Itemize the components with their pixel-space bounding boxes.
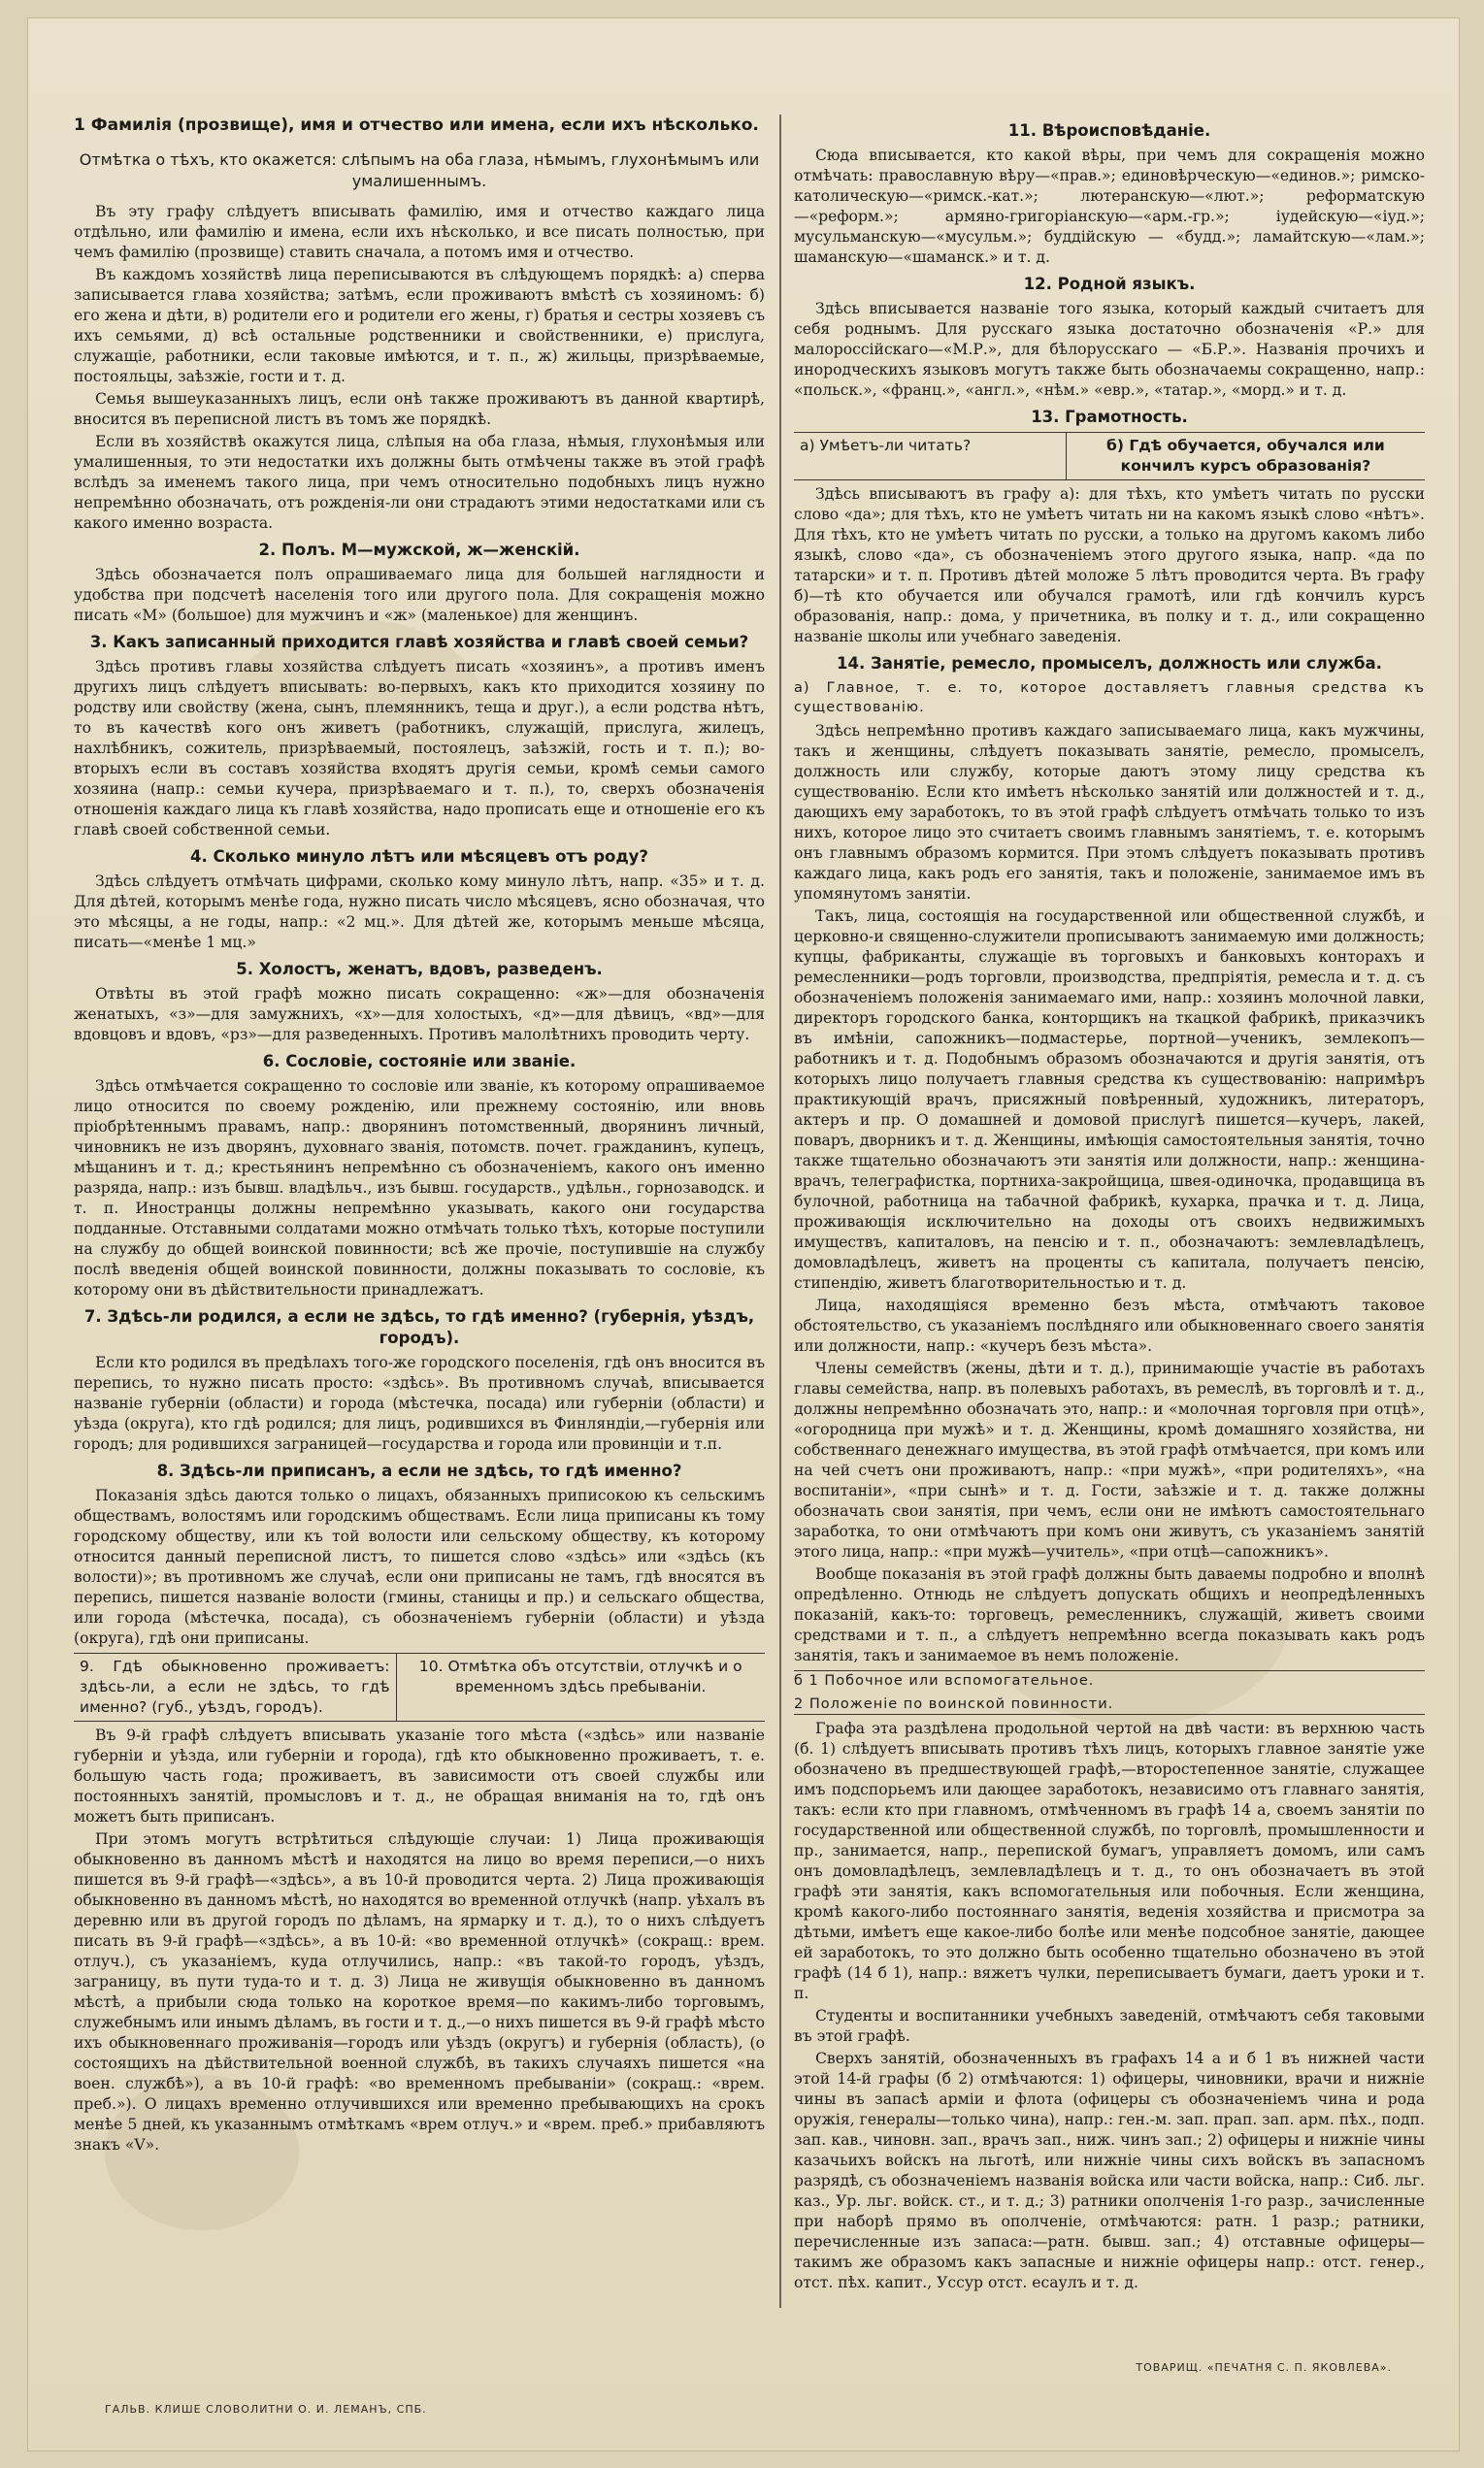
section-4	[74, 846, 765, 953]
section-5-paragraph: Отвѣты въ этой графѣ можно писать сокращенно: «ж»—для обозначенія женатыхъ, «з»—для замужнихъ, «х»—для холостыхъ, «д»—для дѣвицъ, «вд»—для вдовцовъ и вдовъ, «рз»—для разведенныхъ. Противъ малолѣтнихъ проводить черту.	[74, 985, 765, 1043]
section-12	[794, 274, 1425, 401]
section-14b-paragraph: Графа эта раздѣлена продольной чертой на двѣ части: въ верхнюю часть (б. 1) слѣдуетъ вписывать противъ тѣхъ лицъ, которыхъ главное занятіе уже обозначено въ предшествующей графѣ,—второстепенное занятіе, служащее имъ подспорьемъ или дающее заработокъ, независимо отъ главнаго занятія, такъ: если кто при главномъ, отмѣченномъ въ графѣ 14 а, своемъ занятіи по государственной или общественной службѣ, по торговлѣ, промышленности и пр., занимается, напр., перепиской бумагъ, управляетъ домомъ, или самъ онъ домовладѣлецъ, землевладѣлецъ и т. д., то онъ обозначаетъ въ этой графѣ эти занятія, какъ вспомогательныя или побочныя. Если женщина, кромѣ какого-либо постояннаго занятія, веденія хозяйства и присмотра за дѣтьми, имѣетъ еще какое-либо болѣе или менѣе подсобное занятіе, дающее ей заработокъ, то это должно быть особенно тщательно обозначено въ этой графѣ (14 б 1), напр.: вяжетъ чулки, переписываетъ бумаги, даетъ уроки и т. п.	[794, 1720, 1425, 2002]
right-column	[794, 115, 1425, 2291]
section-14b2-title: 2 Положеніе по воинской повинности.	[794, 1695, 1425, 1715]
left-column	[74, 115, 765, 2279]
section-9-paragraph: При этомъ могутъ встрѣтиться слѣдующіе случаи: 1) Лица проживающія обыкновенно въ данномъ мѣстѣ и находятся на лицо во время переписи,—о нихъ пишется въ 9-й графѣ—«здѣсь», а въ 10-й проводится черта. 2) Лица проживающія обыкновенно въ данномъ мѣстѣ, но находятся во временной отлучкѣ (напр. уѣхалъ въ деревню или въ другой городъ по дѣламъ, на ярмарку и т. д.), то о нихъ слѣдуетъ писать въ 9-й графѣ—«здѣсь», а въ 10-й: «во временной отлучкѣ» (сокращ.: врем. отлуч.), съ указаніемъ, куда отлучились, напр.: «въ такой-то городъ, уѣздъ, заграницу, въ пути туда-то и т. д. 3) Лица не живущія обыкновенно въ данномъ мѣстѣ, а прибыли сюда только на короткое время—по какимъ-либо торговымъ, служебнымъ или инымъ дѣламъ, въ гости и т. д.,—о нихъ пишется въ 9-й графѣ мѣсто ихъ обыкновеннаго проживанія—городъ или уѣздъ (округъ) и губернія (область), (о состоящихъ на дѣйствительной военной службѣ, въ такихъ случаяхъ пишется «на воен. службѣ»), а въ 10-й графѣ: «во временномъ пребываніи» (сокращ.: «врем. преб.»). О лицахъ временно отлучившихся или временно пребывающихъ на срокъ менѣе 5 дней, къ указаннымъ отмѣткамъ «врем отлуч.» и «врем. преб.» прибавляютъ знакъ «V».	[74, 1830, 765, 2154]
section-2-title: 2. Полъ. М—мужской, ж—женскій.	[258, 541, 580, 559]
section-14-title: 14. Занятіе, ремесло, промыселъ, должность или служба.	[837, 654, 1382, 673]
section-14a-subtitle: а) Главное, т. е. то, которое доставляетъ главныя средства къ существованію.	[794, 680, 1425, 715]
section-7-paragraph: Если кто родился въ предѣлахъ того-же городского поселенія, гдѣ онъ вносится въ перепись, то нужно писать просто: «здѣсь». Въ противномъ случаѣ, вписывается названіе губерніи (области) и города (мѣстечка, посада) или губерніи (области) и уѣзда (округа), кто гдѣ родился; для лицъ, родившихся въ Финляндіи,—губернія или городъ; для родившихся заграницей—государства и города или провинціи и т.п.	[74, 1354, 765, 1453]
section-10-title: 10. Отмѣтка объ отсутствіи, отлучкѣ и о временномъ здѣсь пребываніи.	[418, 1658, 742, 1695]
section-1-paragraph: Если въ хозяйствѣ окажутся лица, слѣпыя на оба глаза, нѣмыя, глухонѣмыя или умалишенныя, то эти недостатки ихъ должны быть отмѣчены также въ этой графѣ вслѣдъ за именемъ такого лица, при чемъ относительно подобныхъ лицъ нужно непремѣнно обозначать, отъ рожденія-ли они страдаютъ этими недостатками или съ какого именно возраста.	[74, 433, 765, 532]
section-1-title: 1 Фамилія (прозвище), имя и отчество или имена, если ихъ нѣсколько.	[74, 115, 759, 135]
section-14b	[794, 1670, 1425, 2293]
section-3-paragraph: Здѣсь противъ главы хозяйства слѣдуетъ писать «хозяинъ», а противъ именъ другихъ лицъ слѣдуетъ вписывать: во-первыхъ, какъ кто приходится хозяину по родству или свойству (жена, сынъ, племянникъ, теща и друг.), а если родства нѣтъ, то въ качествѣ кого онъ живетъ (работникъ, служащій, прислуга, жилецъ, нахлѣбникъ, сожитель, призрѣваемый, постоялецъ, заѣзжій, гость и т. п.); во-вторыхъ если въ составъ хозяйства входятъ другія семьи, кромѣ семьи самого хозяина (напр.: семьи кучера, призрѣваемаго и т. п.), то, сверхъ обозначенія отношенія каждаго лица къ главѣ хозяйства, надо прописать еще и отношеніе его къ главѣ своей собственной семьи.	[74, 658, 765, 839]
section-8-title: 8. Здѣсь-ли приписанъ, а если не здѣсь, то гдѣ именно?	[156, 1462, 682, 1480]
section-2-paragraph: Здѣсь обозначается полъ опрашиваемаго лица для большей наглядности и удобства при подсчетѣ населенія того или другого пола. Для сокращенія можно писать «М» (большое) для мужчинъ и «ж» (маленькое) для женщинъ.	[74, 566, 765, 624]
section-8	[74, 1461, 765, 1649]
section-1-paragraph: Въ каждомъ хозяйствѣ лица переписываются въ слѣдующемъ порядкѣ: а) сперва записывается глава хозяйства; затѣмъ, если проживаютъ вмѣстѣ съ хозяиномъ: б) его жена и дѣти, в) родители его и родители его жены, г) братья и сестры хозяевъ съ ихъ семьями, д) всѣ остальные родственники и свойственники, е) прислуга, служащіе, работники, если таковые имѣются, и т. п., ж) жильцы, призрѣваемые, постояльцы, заѣзжіе, гости и т. д.	[74, 266, 765, 385]
printer-imprint: ТОВАРИЩ. «ПЕЧАТНЯ С. П. ЯКОВЛЕВА».	[1136, 2361, 1392, 2374]
section-13b-title: б) Гдѣ обучается, обучался или кончилъ курсъ образованія?	[1106, 437, 1385, 475]
section-13a-title: а) Умѣетъ-ли читать?	[794, 433, 1067, 479]
section-9-10-header	[74, 1653, 765, 1722]
section-14b1-title: б 1 Побочное или вспомогательное.	[794, 1670, 1425, 1691]
section-14b-paragraph: Студенты и воспитанники учебныхъ заведеній, отмѣчаютъ себя таковыми въ этой графѣ.	[794, 2007, 1425, 2045]
section-8-paragraph: Показанія здѣсь даются только о лицахъ, обязанныхъ приписокою къ сельскимъ обществамъ, волостямъ или городскимъ обществамъ. Если лица приписаны къ тому городскому обществу, или къ той волости или сельскому обществу, къ которому относится данный переписной листъ, то пишется слово «здѣсь» или «здѣсь (къ волости)»; въ противномъ же случаѣ, если они приписаны не тамъ, гдѣ вносятся въ перепись, пишется названіе волости (гмины, станицы и пр.) и сельскаго общества, или города (мѣстечка, посада), съ обозначеніемъ губерніи (области) и уѣзда (округа), гдѣ они приписаны.	[74, 1487, 765, 1647]
section-3	[74, 632, 765, 840]
section-13	[794, 407, 1425, 647]
section-13-header	[794, 432, 1425, 480]
section-12-title: 12. Родной языкъ.	[1023, 275, 1196, 293]
section-2	[74, 540, 765, 626]
section-5	[74, 959, 765, 1045]
section-1-paragraph: Въ эту графу слѣдуетъ вписывать фамилію, имя и отчество каждаго лица отдѣльно, или фамилію и имена, если ихъ нѣсколько, и все писать полностью, при чемъ фамилію (прозвище) ставить сначала, а потомъ имя и отчество.	[74, 203, 765, 261]
section-4-title: 4. Сколько минуло лѣтъ или мѣсяцевъ отъ роду?	[189, 847, 649, 866]
census-instruction-sheet	[27, 17, 1460, 2452]
section-14-paragraph: Такъ, лица, состоящія на государственной или общественной службѣ, и церковно-и священно-служители прописываютъ занимаемую ими должность; купцы, фабриканты, служащіе въ торговыхъ и банковыхъ конторахъ и ремесленники—родъ торговли, производства, предпріятія, ремесла и т. д. съ обозначеніемъ положенія занимаемаго ими, напр.: хозяинъ молочной лавки, директоръ городского банка, конторщикъ на ткацкой фабрикѣ, приказчикъ въ имѣніи, сапожникъ—подмастерье, портной—ученикъ, землекопъ—работникъ и т. д. Подобнымъ образомъ обозначаются и другія занятія, отъ которыхъ лицо получаетъ главныя средства къ существованію: напримѣръ практикующій врачъ, присяжный повѣренный, художникъ, литераторъ, актеръ и пр. О домашней и домовой прислугѣ пишется—кучеръ, лакей, поваръ, дворникъ и т. д. Женщины, имѣющія самостоятельныя занятія, точно также тщательно обозначаютъ эти занятія или должности, напр.: женщина-врачъ, телеграфистка, портниха-закройщица, швея-одиночка, продавщица въ булочной, работница на табачной фабрикѣ, кухарка, прачка и т. д. Лица, проживающія исключительно на доходы отъ своихъ недвижимыхъ имуществъ, капиталовъ, на пенсію и т. п., обозначаютъ: землевладѣлецъ, домовладѣлецъ, живетъ на проценты съ капитала, получаетъ пенсію, стипендію, живетъ благотворительностью и т. д.	[794, 907, 1425, 1292]
section-5-title: 5. Холостъ, женатъ, вдовъ, разведенъ.	[236, 960, 603, 978]
section-14-paragraph: Здѣсь непремѣнно противъ каждаго записываемаго лица, какъ мужчины, такъ и женщины, слѣдуетъ показывать занятіе, ремесло, промыселъ, должность или службу, которые даютъ этому лицу средства къ существованію. Если кто имѣетъ нѣсколько занятій или должностей и т. д., дающихъ ему заработокъ, то въ этой графѣ слѣдуетъ отмѣчать только то изъ нихъ, которое лицо это считаетъ своимъ главнымъ занятіемъ, т. е. которымъ онъ главнымъ образомъ кормится. При этомъ слѣдуетъ показывать противъ каждаго лица, какъ родъ его занятія, такъ и положеніе, занимаемое имъ въ упомянутомъ занятіи.	[794, 722, 1425, 903]
typefoundry-imprint: ГАЛЬВ. КЛИШЕ СЛОВОЛИТНИ О. И. ЛЕМАНЪ, СПБ.	[105, 2403, 427, 2416]
section-11-paragraph: Сюда вписывается, кто какой вѣры, при чемъ для сокращенія можно отмѣчать: православную вѣру—«прав.»; единовѣрческую—«единов.»; римско-католическую—«римск.-кат.»; лютеранскую—«лют.»; реформатскую—«реформ.»; армяно-григоріанскую—«арм.-гр.»; іудейскую—«іуд.»; мусульманскую—«мусульм.»; буддійскую — «будд.»; ламайтскую—«лам.»; шаманскую—«шаманск.» и т. д.	[794, 147, 1425, 266]
section-1-subtitle: Отмѣтка о тѣхъ, кто окажется: слѣпымъ на оба глаза, нѣмымъ, глухонѣмымъ или умалишеннымъ.	[79, 150, 760, 190]
section-7	[74, 1306, 765, 1455]
column-divider	[779, 115, 781, 2308]
section-6	[74, 1051, 765, 1300]
section-14-paragraph: Лица, находящіяся временно безъ мѣста, отмѣчаютъ таковое обстоятельство, съ указаніемъ послѣдняго или обыкновеннаго своего занятія или должности, напр.: «кучеръ безъ мѣста».	[794, 1297, 1425, 1355]
section-4-paragraph: Здѣсь слѣдуетъ отмѣчать цифрами, сколько кому минуло лѣтъ, напр. «35» и т. д. Для дѣтей, которымъ менѣе года, нужно писать число мѣсяцевъ, ясно обозначая, что это мѣсяцы, а не годы, напр.: «2 мц.». Для дѣтей же, которымъ меньше мѣсяца, писать—«менѣе 1 мц.»	[74, 872, 765, 951]
section-13-paragraph: Здѣсь вписываютъ въ графу а): для тѣхъ, кто умѣетъ читать по русски слово «да»; для тѣхъ, кто не умѣетъ читать ни на какомъ языкѣ слово «нѣтъ». Для тѣхъ, кто не умѣетъ читать по русски, а только на другомъ какомъ либо языкѣ, слово «да», съ обозначеніемъ этого другого языка, напр. «да по татарски» и т. п. Противъ дѣтей моложе 5 лѣтъ проводится черта. Въ графу б)—тѣ кто обучается или обучался грамотѣ, или гдѣ кончилъ курсъ образованія, напр.: дома, у причетника, въ полку и т. д., или сокращенно названіе школы или учебнаго заведенія.	[794, 485, 1425, 645]
section-14-paragraph: Вообще показанія въ этой графѣ должны быть даваемы подробно и вполнѣ опредѣленно. Отнюдь не слѣдуетъ допускать общихъ и неопредѣленныхъ показаній, какъ-то: торговецъ, ремесленникъ, служащій, живетъ своими средствами и т. п., а слѣдуетъ непремѣнно всегда показывать какъ родъ занятія, такъ и занимаемое въ немъ положеніе.	[794, 1565, 1425, 1664]
section-1	[74, 115, 765, 534]
section-6-title: 6. Сословіе, состояніе или званіе.	[262, 1052, 577, 1070]
section-11	[794, 120, 1425, 268]
section-6-paragraph: Здѣсь отмѣчается сокращенно то сословіе или званіе, къ которому опрашиваемое лицо относится по своему рожденію, или прежнему состоянію, или вновь пріобрѣтеннымъ правамъ, напр.: дворянинъ потомственный, дворянинъ личный, чиновникъ не изъ дворянъ, духовнаго званія, потомств. почет. гражданинъ, купецъ, мѣщанинъ и т. д.; крестьянинъ непремѣнно съ обозначеніемъ, какого онъ именно разряда, напр.: изъ бывш. владѣльч., изъ бывш. государств., удѣльн., горнозаводск. и т. п. Иностранцы должны непремѣнно указывать, какого они государства подданные. Отставными солдатами можно отмѣчать только тѣхъ, которые поступили на службу до общей воинской повинности; всѣ же прочіе, поступившіе на службу послѣ введенія общей воинской повинности, должны показывать то сословіе, къ которому они въ дѣйствительности принадлежатъ.	[74, 1077, 765, 1299]
section-9-paragraph: Въ 9-й графѣ слѣдуетъ вписывать указаніе того мѣста («здѣсь» или названіе губерніи и уѣзда, или губерніи и города), гдѣ кто обыкновенно проживаетъ, т. е. большую часть года; проживаетъ, въ зависимости отъ своей службы или постоянныхъ занятій, промысловъ и т. д., не обращая вниманія на то, гдѣ онъ можетъ быть приписанъ.	[74, 1727, 765, 1826]
section-1-paragraph: Семья вышеуказанныхъ лицъ, если онѣ также проживаютъ въ данной квартирѣ, вносится въ переписной листъ въ томъ же порядкѣ.	[74, 390, 765, 428]
section-3-title: 3. Какъ записанный приходится главѣ хозяйства и главѣ своей семьи?	[89, 633, 749, 651]
section-14	[794, 653, 1425, 1666]
section-11-title: 11. Вѣроисповѣданіе.	[1007, 121, 1211, 140]
section-13-title: 13. Грамотность.	[1031, 408, 1188, 426]
section-14b-paragraph: Сверхъ занятій, обозначенныхъ въ графахъ 14 а и б 1 въ нижней части этой 14-й графы (б 2) отмѣчаются: 1) офицеры, чиновники, врачи и нижніе чины въ запасѣ арміи и флота (офицеры съ обозначеніемъ чина и рода оружія, генералы—только чина), напр.: ген.-м. зап. прап. зап. арм. пѣх., подп. зап. кав., чиновн. зап., врачъ зап., ниж. чинъ зап.; 2) офицеры и нижніе чины казачьихъ войскъ на льготѣ, или нижніе чины сихъ войскъ въ запасномъ разрядѣ, съ обозначеніемъ названія войска или части войска, напр.: Сиб. льг. каз., Ур. льг. войск. ст., и т. д.; 3) ратники ополченія 1-го разр., зачисленные при наборѣ прямо въ ополченіе, отмѣчаются: ратн. 1 разр.; ратники, перечисленные изъ запаса:—ратн. бывш. зап.; 4) отставные офицеры—такимъ же образомъ какъ запасные и нижніе офицеры напр.: отст. генер., отст. пѣх. капит., Уссур отст. есаулъ и т. д.	[794, 2050, 1425, 2291]
section-12-paragraph: Здѣсь вписывается названіе того языка, который каждый считаетъ для себя роднымъ. Для русскаго языка достаточно обозначенія «Р.» для малороссійскаго—«М.Р.», для бѣлорусскаго — «Б.Р.». Названія прочихъ и инородческихъ языковъ могутъ также быть обозначаемы сокращенно, напр.: «польск.», «франц.», «англ.», «нѣм.» «евр.», «татар.», «морд.» и т. д.	[794, 300, 1425, 399]
section-9-title: 9. Гдѣ обыкновенно проживаетъ: здѣсь-ли, а если не здѣсь, то гдѣ именно? (губ., уѣздъ, городъ).	[74, 1654, 397, 1721]
section-7-title: 7. Здѣсь-ли родился, а если не здѣсь, то гдѣ именно? (губернія, уѣздъ, городъ).	[83, 1307, 755, 1347]
section-14-paragraph: Члены семействъ (жены, дѣти и т. д.), принимающіе участіе въ работахъ главы семейства, напр. въ полевыхъ работахъ, въ ремеслѣ, въ торговлѣ и т. д., должны непремѣнно обозначать это, напр.: и «молочная торговля при отцѣ», «огородница при мужѣ» и т. д. Женщины, кромѣ домашняго хозяйства, ни собственнаго денежнаго имущества, въ этой графѣ отмѣчается, при комъ или на чей счетъ они проживаютъ, напр.: «при мужѣ», «при родителяхъ», «на воспитаніи», «при сынѣ» и т. д. Гости, заѣзжіе и т. д. также должны обозначать свои занятія, при чемъ, если они не имѣютъ самостоятельнаго заработка, то они отмѣчаютъ при комъ они живутъ, съ указаніемъ занятій этого лица, напр.: «при мужѣ—учитель», «при отцѣ—сапожникъ».	[794, 1360, 1425, 1561]
